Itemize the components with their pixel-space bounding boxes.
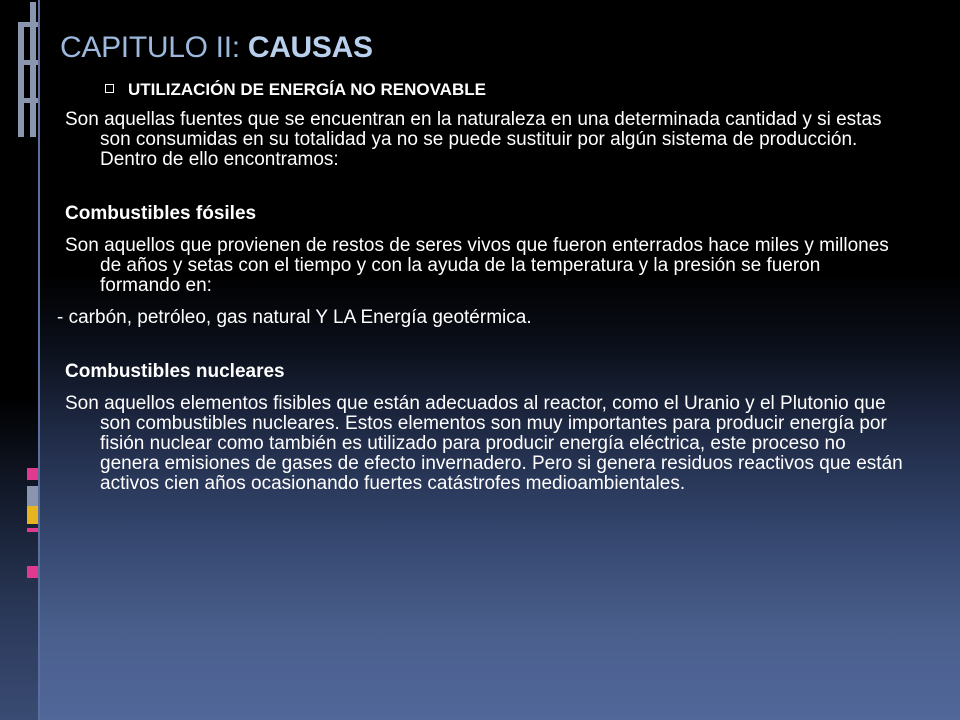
accent-color-blocks xyxy=(27,468,38,583)
title-bold: CAUSAS xyxy=(247,31,373,64)
intro-paragraph: Son aquellas fuentes que se encuentran en la naturaleza en una determinada cantidad y si estas son consumidas en su totalidad ya no se puede sustituir por algún sistema de producción. Dentro de ello encontramos: xyxy=(65,109,882,170)
subheading-text: UTILIZACIÓN DE ENERGÍA NO RENOVABLE xyxy=(128,80,486,99)
slide-title xyxy=(60,30,373,66)
slide-body xyxy=(57,109,905,494)
nuclear-heading: Combustibles nucleares xyxy=(65,361,285,382)
title-prefix: CAPITULO II: xyxy=(60,31,240,64)
nuclear-paragraph: Son aquellos elementos fisibles que están adecuados al reactor, como el Uranio y el Plutonio que son combustibles nucleares. Estos elementos son muy importantes para producir energía por fisión nuclear como también es utilizado para producir energía eléctrica, este proceso no genera emisiones de gases de efecto invernadero. Pero si genera residuos reactivos que están activos cien años ocasionando fuertes catástrofes medioambientales. xyxy=(65,393,903,494)
top-decoration xyxy=(18,2,38,137)
fossil-heading: Combustibles fósiles xyxy=(65,203,257,224)
subheading xyxy=(105,80,486,100)
square-bullet-icon xyxy=(105,84,114,93)
fossil-list: - carbón, petróleo, gas natural Y LA Energía geotérmica. xyxy=(57,307,532,328)
fossil-paragraph: Son aquellos que provienen de restos de seres vivos que fueron enterrados hace miles y millones de años y setas con el tiempo y con la ayuda de la temperatura y la presión se fueron formando en: xyxy=(65,235,889,296)
strip-divider-line xyxy=(38,0,40,720)
